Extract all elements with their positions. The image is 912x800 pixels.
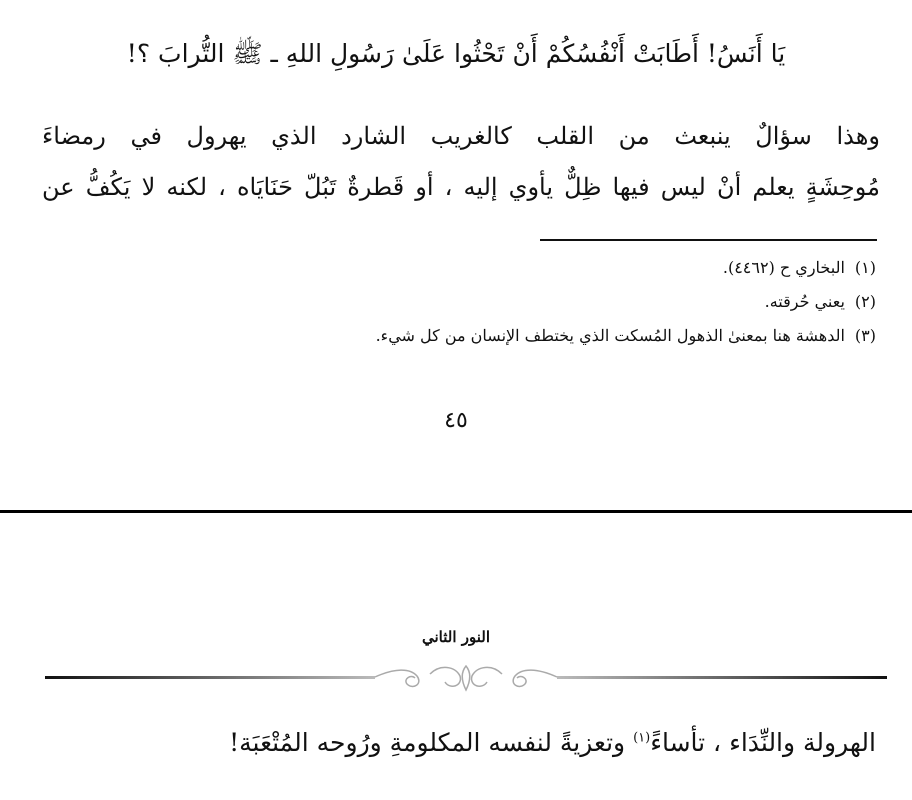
chapter-header: النور الثاني [422,628,490,646]
footnote-text: البخاري ح (٤٤٦٢). [722,258,845,277]
paragraph-line-1: وهذا سؤالٌ ينبعث من القلب كالغريب الشارد الذي يهرول في رمضاءَ [42,122,880,150]
flourish-icon [375,666,557,690]
footnote-separator [540,239,877,241]
page-divider [0,510,912,513]
ornamental-divider [45,664,887,694]
text-segment: الهرولة والنِّدَاء ، تأساءً [650,728,876,757]
hadith-quote-line: يَا أَنَسُ! أَطَابَتْ أَنْفُسُكُمْ أَنْ تَحْثُوا عَلَىٰ رَسُولِ اللهِ ـ ﷺ التُّرابَ ؟! [126,39,786,68]
footnote-number: (٣) [854,326,876,345]
footnote-reference[interactable]: (١) [633,730,651,746]
footnote-1 [723,258,876,277]
footnote-2 [765,292,876,311]
paragraph-line-2: مُوحِشَةٍ يعلم أنْ ليس فيها ظِلٌّ يأوي إليه ، أو قَطرةٌ تَبُلّ حَنَايَاه ، لكنه لا يَكُفُّ عن [42,173,880,201]
body-text-line [229,728,876,757]
footnote-3 [376,326,876,345]
footnote-text: الدهشة هنا بمعنىٰ الذهول المُسكت الذي يختطف الإنسان من كل شيء. [375,326,845,345]
text-segment: وتعزيةً لنفسه المكلومةِ ورُوحه المُتْعَبَة! [229,728,634,757]
footnote-text: يعني حُرقته. [764,292,845,311]
page-number: ٤٥ [444,408,468,433]
footnote-number: (١) [854,258,876,277]
footnote-number: (٢) [854,292,876,311]
